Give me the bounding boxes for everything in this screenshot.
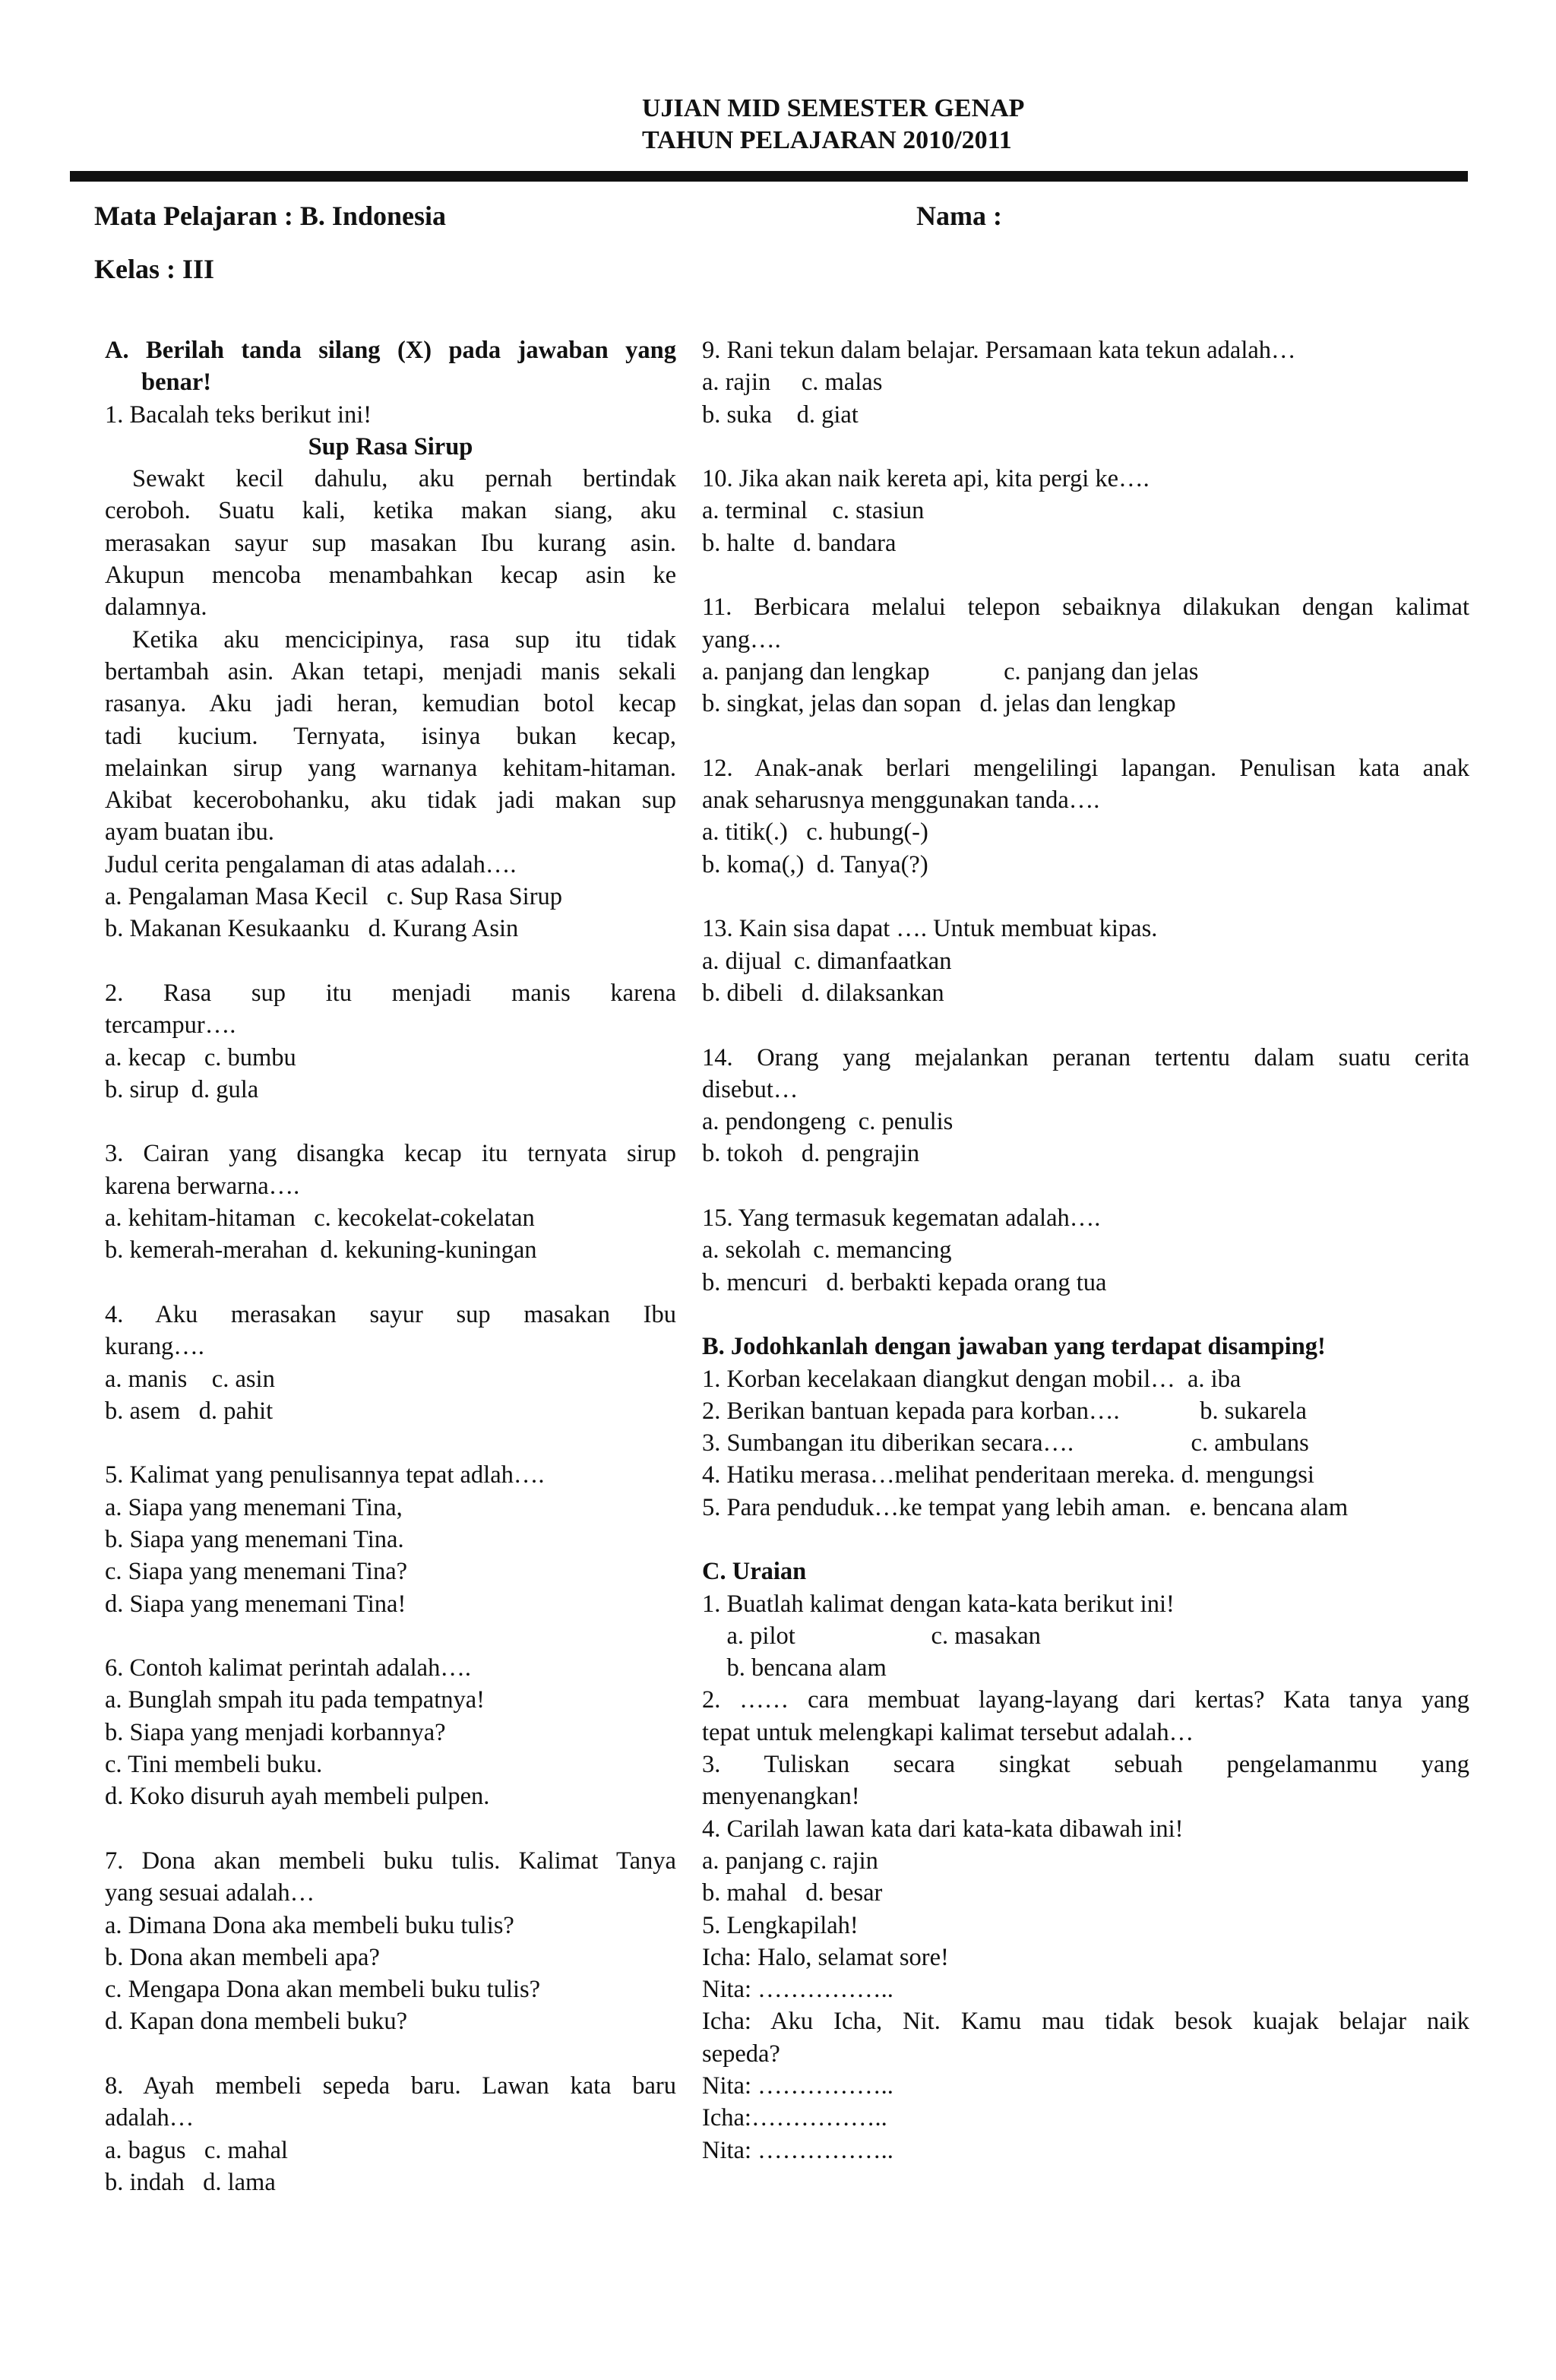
text-line: 1. Buatlah kalimat dengan kata-kata berikut ini!: [702, 1590, 1175, 1618]
header-divider: [70, 171, 1468, 182]
text-line: b. Siapa yang menemani Tina.: [105, 1525, 404, 1553]
text-line: a. kehitam-hitaman c. kecokelat-cokelatan: [105, 1204, 535, 1233]
text-line: b. Makanan Kesukaanku d. Kurang Asin: [105, 915, 519, 943]
text-line: Icha:……………..: [702, 2104, 887, 2132]
text-line: Nita: ……………..: [702, 2072, 893, 2100]
spacer: [702, 1299, 1469, 1331]
text-line: Ketika aku mencicipinya, rasa sup itu tidak: [132, 625, 676, 654]
text-line: 10. Jika akan naik kereta api, kita pergi ke….: [702, 465, 1150, 493]
text-line: sepeda?: [702, 2040, 780, 2068]
text-line: Akupun mencoba menambahkan kecap asin ke: [105, 562, 676, 590]
spacer: [702, 559, 1469, 591]
text-line: 3. Tuliskan secara singkat sebuah pengelamanmu yang: [702, 1751, 1469, 1779]
text-line: a. panjang c. rajin: [702, 1847, 878, 1875]
text-line: c. Siapa yang menemani Tina?: [105, 1558, 408, 1586]
text-line: b. Siapa yang menjadi korbannya?: [105, 1718, 446, 1746]
spacer: [105, 1427, 676, 1459]
text-line: b. bencana alam: [702, 1654, 887, 1682]
text-line: Icha: Aku Icha, Nit. Kamu mau tidak besok kuajak belajar naik: [702, 2008, 1469, 2036]
text-line: 2. Berikan bantuan kepada para korban…. b. sukarela: [702, 1397, 1307, 1425]
text-line: tercampur….: [105, 1011, 236, 1040]
text-line: adalah…: [105, 2104, 194, 2132]
text-line: a. Siapa yang menemani Tina,: [105, 1493, 403, 1521]
text-line: B. Jodohkanlah dengan jawaban yang terdapat disamping!: [702, 1333, 1326, 1361]
text-line: Nita: ……………..: [702, 2136, 893, 2164]
text-line: 7. Dona akan membeli buku tulis. Kalimat Tanya: [105, 1847, 676, 1875]
text-line: b. tokoh d. pengrajin: [702, 1140, 920, 1168]
text-line: kurang….: [105, 1333, 204, 1361]
text-line: a. terminal c. stasiun: [702, 497, 925, 525]
text-line: bertambah asin. Akan tetapi, menjadi manis sekali: [105, 657, 676, 685]
spacer: [702, 1524, 1469, 1556]
text-line: b. mahal d. besar: [702, 1879, 883, 1907]
spacer: [702, 720, 1469, 752]
text-line: a. titik(.) c. hubung(-): [702, 818, 928, 847]
text-line: a. rajin c. malas: [702, 369, 883, 397]
right-column: [702, 334, 1469, 2166]
spacer: [105, 1620, 676, 1652]
subject-label: Mata Pelajaran : B. Indonesia: [94, 201, 446, 231]
text-line: b. koma(,) d. Tanya(?): [702, 850, 928, 878]
text-line: 4. Carilah lawan kata dari kata-kata dibawah ini!: [702, 1815, 1184, 1843]
text-line: a. manis c. asin: [105, 1365, 275, 1393]
text-line: 2. Rasa sup itu menjadi manis karena: [105, 979, 676, 1007]
text-line: tadi kucium. Ternyata, isinya bukan kecap,: [105, 722, 676, 750]
left-column: [105, 334, 676, 2198]
exam-title-line1: UJIAN MID SEMESTER GENAP: [642, 94, 1025, 122]
text-line: 9. Rani tekun dalam belajar. Persamaan kata tekun adalah…: [702, 337, 1296, 364]
text-line: yang sesuai adalah…: [105, 1879, 315, 1907]
text-line: disebut…: [702, 1075, 799, 1103]
text-line: b. suka d. giat: [702, 400, 859, 429]
name-label: Nama :: [916, 201, 1002, 231]
text-line: melainkan sirup yang warnanya kehitam-hitaman.: [105, 754, 676, 782]
text-line: 1. Bacalah teks berikut ini!: [105, 400, 372, 429]
text-line: karena berwarna….: [105, 1172, 300, 1200]
text-line: 13. Kain sisa dapat …. Untuk membuat kipas.: [702, 915, 1158, 943]
spacer: [105, 945, 676, 977]
text-line: 8. Ayah membeli sepeda baru. Lawan kata baru: [105, 2072, 676, 2100]
text-line: 5. Para penduduk…ke tempat yang lebih aman. e. bencana alam: [702, 1493, 1349, 1521]
text-line: a. kecap c. bumbu: [105, 1043, 296, 1071]
spacer: [105, 1106, 676, 1138]
text-line: 4. Aku merasakan sayur sup masakan Ibu: [105, 1300, 676, 1328]
text-line: 6. Contoh kalimat perintah adalah….: [105, 1654, 471, 1682]
spacer: [105, 2038, 676, 2070]
text-line: b. asem d. pahit: [105, 1397, 274, 1425]
text-line: b. sirup d. gula: [105, 1075, 259, 1103]
text-line: a. bagus c. mahal: [105, 2136, 288, 2164]
text-line: menyenangkan!: [702, 1783, 860, 1811]
text-line: ayam buatan ibu.: [105, 818, 274, 847]
text-line: 2. …… cara membuat layang-layang dari kertas? Kata tanya yang: [702, 1686, 1469, 1714]
text-line: Nita: ……………..: [702, 1976, 893, 2004]
text-line: a. pilot c. masakan: [702, 1622, 1041, 1650]
spacer: [702, 1009, 1469, 1041]
text-line: ceroboh. Suatu kali, ketika makan siang, aku: [105, 497, 676, 525]
text-line: Icha: Halo, selamat sore!: [702, 1943, 949, 1971]
text-line: 3. Cairan yang disangka kecap itu ternyata sirup: [105, 1140, 676, 1168]
spacer: [105, 1267, 676, 1299]
text-line: 12. Anak-anak berlari mengelilingi lapangan. Penulisan kata anak: [702, 754, 1469, 782]
text-line: 4. Hatiku merasa…melihat penderitaan mereka. d. mengungsi: [702, 1461, 1314, 1489]
exam-title-line2: TAHUN PELAJARAN 2010/2011: [642, 126, 1012, 154]
text-line: b. singkat, jelas dan sopan d. jelas dan lengkap: [702, 690, 1176, 718]
text-line: dalamnya.: [105, 593, 207, 622]
text-line: a. dijual c. dimanfaatkan: [702, 947, 952, 975]
text-line: Judul cerita pengalaman di atas adalah….: [105, 850, 517, 878]
class-label: Kelas : III: [94, 254, 215, 284]
text-line: b. mencuri d. berbakti kepada orang tua: [702, 1268, 1107, 1296]
text-line: b. Dona akan membeli apa?: [105, 1943, 380, 1971]
text-line: 3. Sumbangan itu diberikan secara…. c. ambulans: [702, 1429, 1309, 1457]
text-line: anak seharusnya menggunakan tanda….: [702, 786, 1100, 815]
text-line: 5. Lengkapilah!: [702, 1911, 859, 1939]
text-line: a. Pengalaman Masa Kecil c. Sup Rasa Sirup: [105, 883, 563, 911]
text-line: yang….: [702, 625, 781, 654]
text-line: 5. Kalimat yang penulisannya tepat adlah….: [105, 1461, 545, 1489]
text-line: a. pendongeng c. penulis: [702, 1108, 954, 1136]
text-line: 1. Korban kecelakaan diangkut dengan mobil… a. iba: [702, 1365, 1241, 1393]
spacer: [702, 1170, 1469, 1202]
spacer: [702, 431, 1469, 463]
text-line: Akibat kecerobohanku, aku tidak jadi makan sup: [105, 786, 676, 815]
text-line: c. Tini membeli buku.: [105, 1751, 323, 1779]
text-line: A. Berilah tanda silang (X) pada jawaban yang: [105, 337, 676, 364]
text-line: c. Mengapa Dona akan membeli buku tulis?: [105, 1976, 541, 2004]
text-line: b. kemerah-merahan d. kekuning-kuningan: [105, 1236, 537, 1264]
text-line: Sewakt kecil dahulu, aku pernah bertindak: [132, 465, 676, 493]
text-line: C. Uraian: [702, 1558, 807, 1586]
text-line: d. Kapan dona membeli buku?: [105, 2008, 408, 2036]
text-line: b. indah d. lama: [105, 2168, 276, 2196]
text-line: 15. Yang termasuk kegematan adalah….: [702, 1204, 1101, 1233]
text-line: benar!: [141, 369, 212, 397]
text-line: d. Siapa yang menemani Tina!: [105, 1590, 406, 1618]
text-line: tepat untuk melengkapi kalimat tersebut adalah…: [702, 1718, 1194, 1746]
text-line: merasakan sayur sup masakan Ibu kurang asin.: [105, 529, 676, 557]
text-line: rasanya. Aku jadi heran, kemudian botol kecap: [105, 690, 676, 718]
text-line: a. Dimana Dona aka membeli buku tulis?: [105, 1911, 514, 1939]
text-line: b. dibeli d. dilaksankan: [702, 979, 944, 1007]
text-line: 11. Berbicara melalui telepon sebaiknya dilakukan dengan kalimat: [702, 593, 1469, 622]
text-line: b. halte d. bandara: [702, 529, 897, 557]
text-line: 14. Orang yang mejalankan peranan tertentu dalam suatu cerita: [702, 1043, 1469, 1071]
spacer: [702, 881, 1469, 913]
text-line: d. Koko disuruh ayah membeli pulpen.: [105, 1783, 490, 1811]
text-line: a. sekolah c. memancing: [702, 1236, 952, 1264]
spacer: [105, 1813, 676, 1845]
text-line: a. Bunglah smpah itu pada tempatnya!: [105, 1686, 485, 1714]
text-line: Sup Rasa Sirup: [308, 432, 473, 460]
text-line: a. panjang dan lengkap c. panjang dan jelas: [702, 657, 1199, 685]
